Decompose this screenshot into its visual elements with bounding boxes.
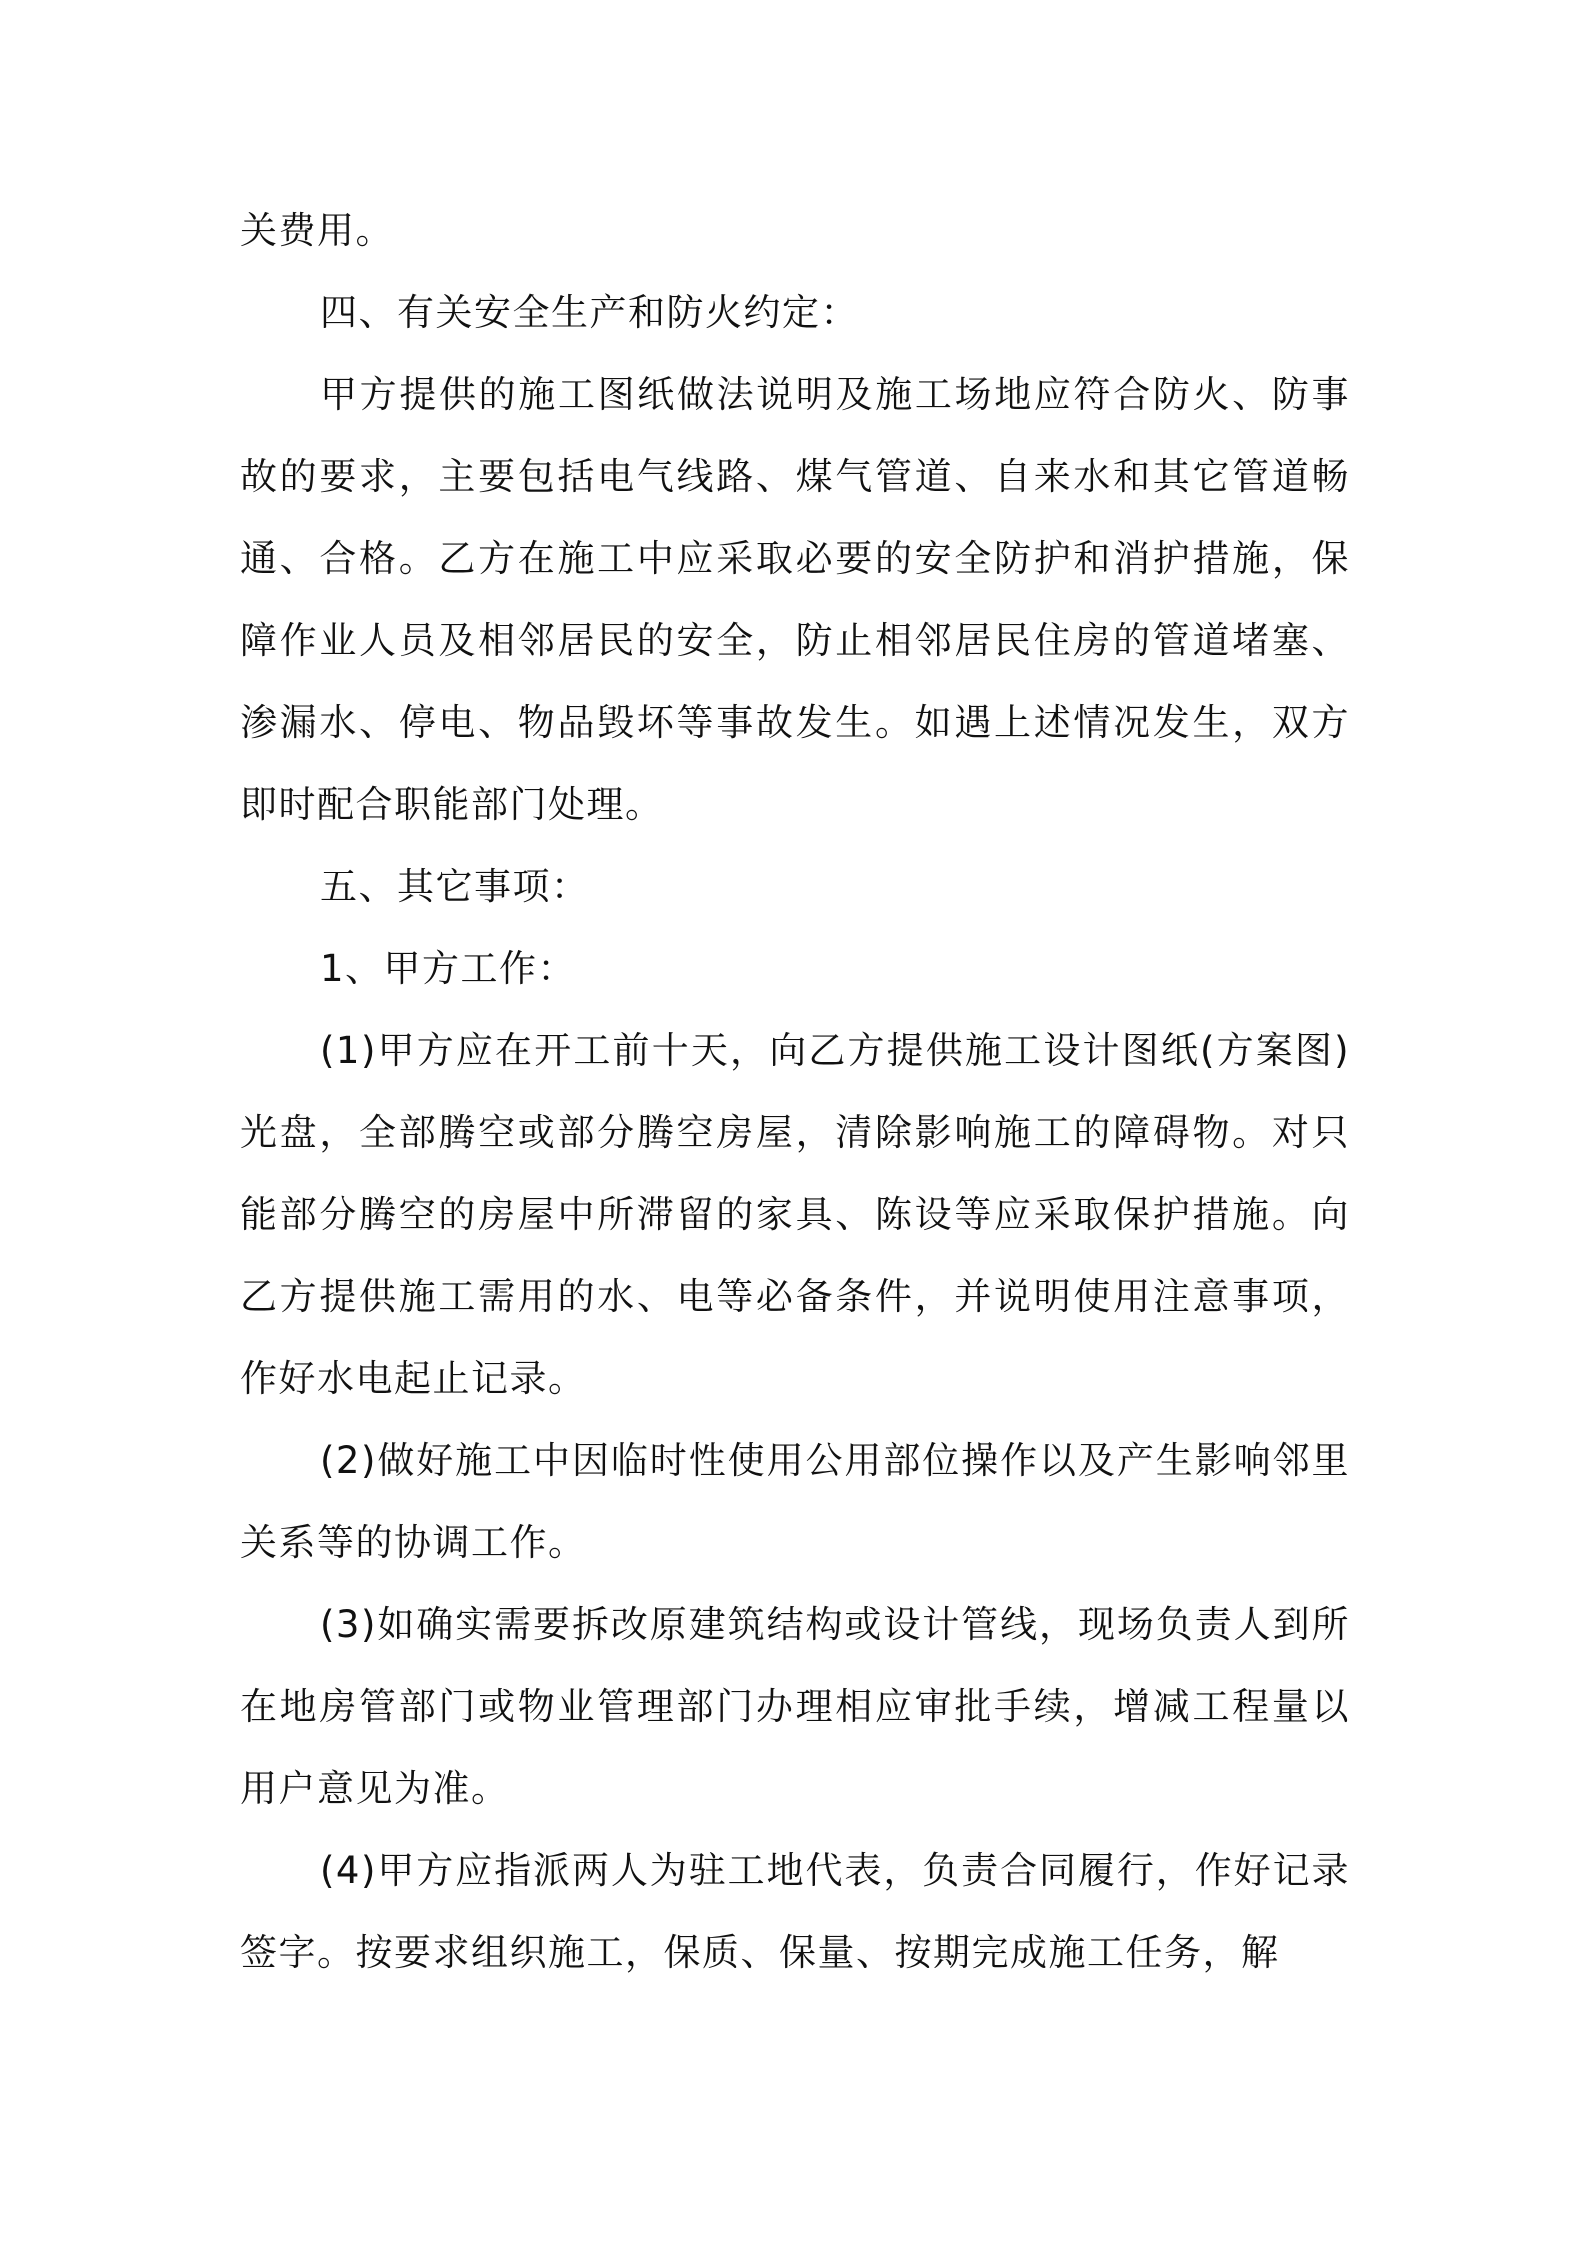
clause-3: (3)如确实需要拆改原建筑结构或设计管线，现场负责人到所在地房管部门或物业管理部门办理相应审批手续，增减工程量以用户意见为准。 bbox=[240, 1603, 1350, 1810]
clause-2: (2)做好施工中因临时性使用公用部位操作以及产生影响邻里关系等的协调工作。 bbox=[240, 1439, 1350, 1564]
document-body bbox=[240, 190, 1350, 1994]
clause-4: (4)甲方应指派两人为驻工地代表，负责合同履行，作好记录签字。按要求组织施工，保质、保量、按期完成施工任务，解 bbox=[240, 1849, 1350, 1974]
paragraph-safety-requirements: 甲方提供的施工图纸做法说明及施工场地应符合防火、防事故的要求，主要包括电气线路、煤气管道、自来水和其它管道畅通、合格。乙方在施工中应采取必要的安全防护和消护措施，保障作业人员及相邻居民的安全，防止相邻居民住房的管道堵塞、渗漏水、停电、物品毁坏等事故发生。如遇上述情况发生，双方即时配合职能部门处理。 bbox=[240, 373, 1350, 826]
paragraph-continuation: 关费用。 bbox=[240, 209, 394, 252]
section-heading-safety: 四、有关安全生产和防火约定： bbox=[320, 291, 859, 334]
subheading-party-a-work: 1、甲方工作： bbox=[320, 947, 577, 990]
section-heading-other-matters: 五、其它事项： bbox=[320, 865, 590, 908]
clause-1: (1)甲方应在开工前十天，向乙方提供施工设计图纸(方案图)光盘，全部腾空或部分腾空房屋，清除影响施工的障碍物。对只能部分腾空的房屋中所滞留的家具、陈设等应采取保护措施。向乙方提供施工需用的水、电等必备条件，并说明使用注意事项，作好水电起止记录。 bbox=[240, 1029, 1350, 1400]
